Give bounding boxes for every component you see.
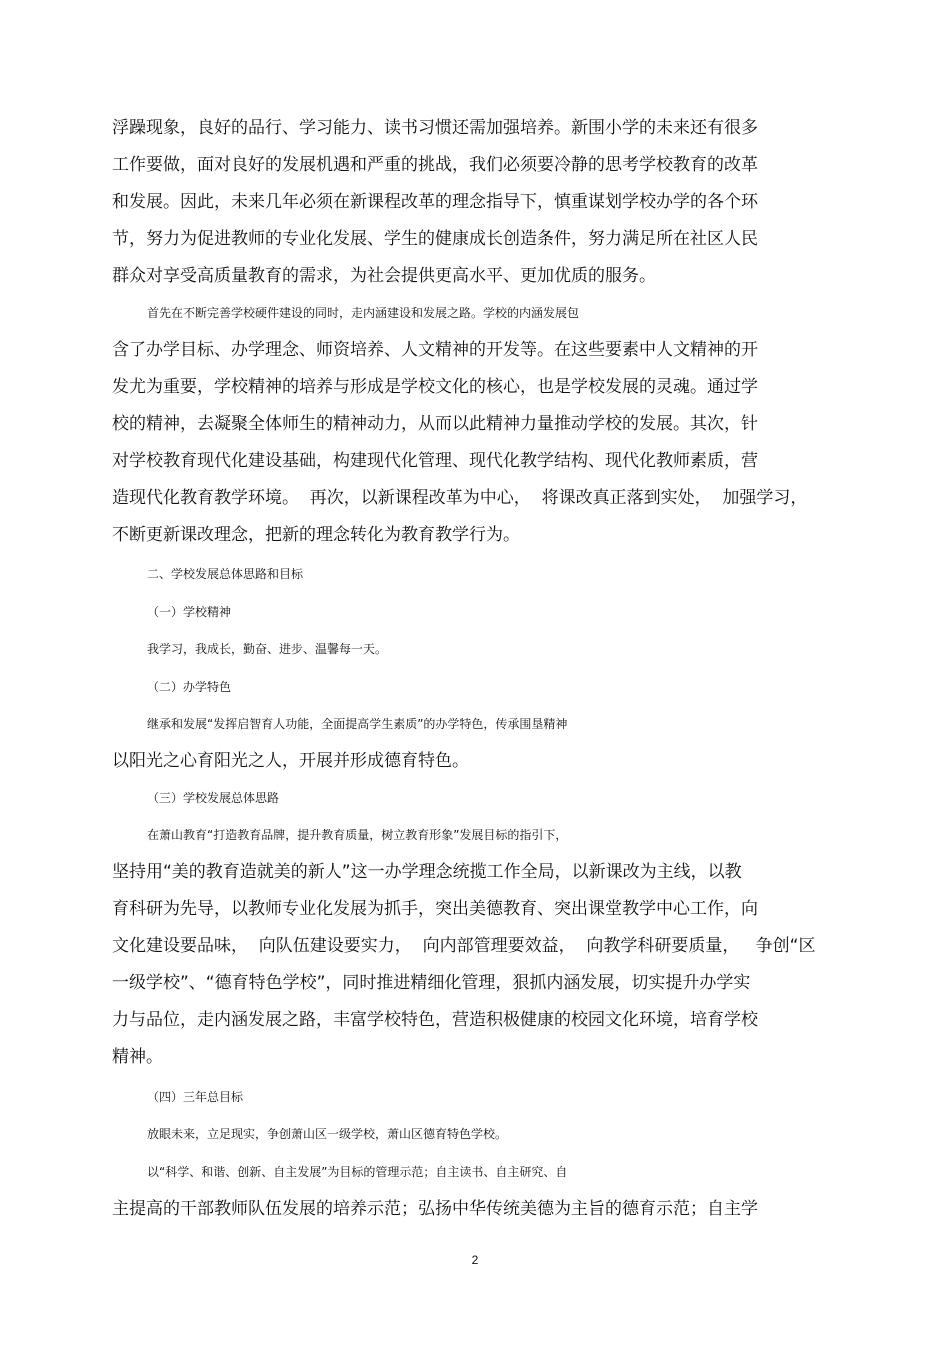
- body-text-line: 坚持用“美的教育造就美的新人”这一办学理念统揽工作全局，以新课改为主线，以教: [112, 862, 742, 882]
- body-text-line: 一级学校”、“德育特色学校”，同时推进精细化管理，狠抓内涵发展，切实提升办学实: [112, 973, 751, 993]
- body-text-line: 主提高的干部教师队伍发展的培养示范；弘扬中华传统美德为主旨的德育示范；自主学: [112, 1199, 758, 1219]
- subsection-heading: （二）办学特色: [147, 680, 232, 694]
- body-text-line: 育科研为先导，以教师专业化发展为抓手，突出美德教育、突出课堂教学中心工作，向: [112, 899, 758, 919]
- body-text-line: 含了办学目标、办学理念、师资培养、人文精神的开发等。在这些要素中人文精神的开: [112, 340, 758, 360]
- body-text-line: 工作要做，面对良好的发展机遇和严重的挑战，我们必须要冷静的思考学校教育的改革: [112, 155, 758, 175]
- body-text-line: 和发展。因此，未来几年必须在新课程改革的理念指导下，慎重谋划学校办学的各个环: [112, 192, 758, 212]
- body-text-line: 对学校教育现代化建设基础，构建现代化管理、现代化教学结构、现代化教师素质，营: [112, 451, 758, 471]
- page-number: 2: [471, 1253, 479, 1267]
- body-text-line: 力与品位，走内涵发展之路，丰富学校特色，营造积极健康的校园文化环境，培育学校: [112, 1010, 758, 1030]
- body-text-line: 造现代化教育教学环境。 再次，以新课程改革为中心， 将课改真正落到实处， 加强学习，: [112, 488, 808, 508]
- body-text-line: 文化建设要品味， 向队伍建设要实力， 向内部管理要效益， 向教学科研要质量， 争创“区: [112, 936, 816, 956]
- body-text-line: 继承和发展“发挥启智育人功能，全面提高学生素质”的办学特色，传承围垦精神: [147, 717, 568, 731]
- body-text-line: 放眼未来，立足现实，争创萧山区一级学校，萧山区德育特色学校。: [147, 1127, 508, 1141]
- body-text-line: 首先在不断完善学校硬件建设的同时，走内涵建设和发展之路。学校的内涵发展包: [147, 306, 580, 320]
- body-text-line: 精神。: [112, 1047, 163, 1067]
- body-text-line: 节，努力为促进教师的专业化发展、学生的健康成长创造条件，努力满足所在社区人民: [112, 229, 758, 249]
- body-text-line: 发尤为重要，学校精神的培养与形成是学校文化的核心，也是学校发展的灵魂。通过学: [112, 377, 758, 397]
- section-heading: 二、学校发展总体思路和目标: [147, 567, 304, 581]
- body-text-line: 浮躁现象，良好的品行、学习能力、读书习惯还需加强培养。新围小学的未来还有很多: [112, 118, 758, 138]
- body-text-line: 以阳光之心育阳光之人，开展并形成德育特色。: [112, 751, 469, 771]
- body-text-line: 在萧山教育“打造教育品牌，提升教育质量，树立教育形象”发展目标的指引下，: [147, 828, 568, 842]
- body-text-line: 群众对享受高质量教育的需求，为社会提供更高水平、更加优质的服务。: [112, 266, 656, 286]
- subsection-heading: （三）学校发展总体思路: [147, 791, 280, 805]
- body-text-line: 校的精神，去凝聚全体师生的精神动力，从而以此精神力量推动学校的发展。其次，针: [112, 414, 758, 434]
- body-text-line: 以“科学、和谐、创新、自主发展”为目标的管理示范；自主读书、自主研究、自: [147, 1165, 568, 1179]
- body-text-line: 不断更新课改理念，把新的理念转化为教育教学行为。: [112, 525, 520, 545]
- body-text-line: 我学习，我成长，勤奋、进步、温馨每一天。: [147, 642, 388, 656]
- subsection-heading: （一）学校精神: [147, 605, 232, 619]
- subsection-heading: （四）三年总目标: [147, 1090, 244, 1104]
